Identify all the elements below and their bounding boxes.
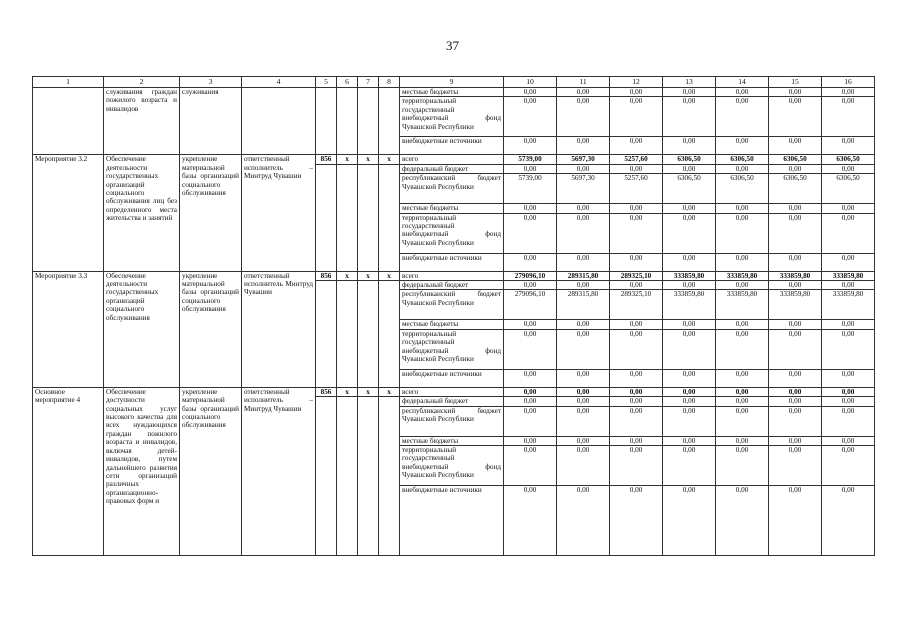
amount-cell: 0,00 (504, 397, 557, 406)
amount-cell: 289315,80 (557, 271, 610, 280)
amount-cell: 0,00 (663, 213, 716, 253)
code-cell (379, 164, 400, 271)
amount-cell: 0,00 (716, 88, 769, 97)
funding-source-cell: местные бюджеты (400, 320, 504, 329)
amount-cell: 0,00 (610, 329, 663, 369)
measure-name-cell: Мероприятие 3.2 (33, 155, 104, 271)
amount-cell: 0,00 (557, 88, 610, 97)
amount-cell: 0,00 (769, 486, 822, 556)
header-cell: 10 (504, 77, 557, 88)
executor-cell (242, 88, 316, 155)
amount-cell: 6306,50 (769, 174, 822, 204)
amount-cell: 0,00 (769, 369, 822, 387)
amount-cell: 6306,50 (769, 155, 822, 164)
amount-cell: 0,00 (769, 329, 822, 369)
amount-cell: 0,00 (663, 204, 716, 213)
amount-cell: 0,00 (716, 387, 769, 396)
code-cell (358, 88, 379, 155)
funding-source-cell: республиканский бюджет Чувашской Республики (400, 290, 504, 320)
amount-cell: 0,00 (663, 253, 716, 271)
amount-cell: 0,00 (716, 97, 769, 137)
funding-source-cell: территориальный государственный внебюджетный фонд Чувашской Республики (400, 213, 504, 253)
amount-cell: 333859,80 (716, 271, 769, 280)
amount-cell: 0,00 (822, 436, 875, 445)
amount-cell: 0,00 (716, 253, 769, 271)
code-cell: x (358, 155, 379, 164)
amount-cell: 0,00 (716, 486, 769, 556)
amount-cell: 0,00 (769, 253, 822, 271)
amount-cell: 0,00 (610, 213, 663, 253)
amount-cell: 0,00 (504, 204, 557, 213)
amount-cell: 0,00 (822, 97, 875, 137)
header-cell: 2 (104, 77, 180, 88)
task-cell: укрепление материальной базы организаций социального обслуживания (180, 271, 242, 387)
amount-cell: 0,00 (822, 281, 875, 290)
funding-source-cell: всего (400, 155, 504, 164)
amount-cell: 0,00 (610, 387, 663, 396)
code-cell (316, 281, 337, 388)
amount-cell: 0,00 (610, 397, 663, 406)
header-cell: 15 (769, 77, 822, 88)
funding-source-cell: республиканский бюджет Чувашской Республики (400, 174, 504, 204)
funding-source-cell: внебюджетные источники (400, 253, 504, 271)
table-body (33, 77, 875, 556)
code-cell (337, 88, 358, 155)
amount-cell: 0,00 (769, 387, 822, 396)
amount-cell: 0,00 (769, 204, 822, 213)
amount-cell: 5697,30 (557, 155, 610, 164)
code-cell: x (337, 155, 358, 164)
amount-cell: 289315,80 (557, 290, 610, 320)
amount-cell: 333859,80 (716, 290, 769, 320)
amount-cell: 0,00 (504, 137, 557, 155)
amount-cell: 0,00 (504, 213, 557, 253)
amount-cell: 279096,10 (504, 271, 557, 280)
funding-source-cell: всего (400, 271, 504, 280)
page-number: 37 (446, 38, 459, 53)
amount-cell: 0,00 (769, 436, 822, 445)
amount-cell: 0,00 (769, 164, 822, 173)
amount-cell: 0,00 (716, 369, 769, 387)
amount-cell: 6306,50 (716, 155, 769, 164)
goal-cell: Обеспечение доступности социальных услуг высокого качества для всех нуждающихся граждан пожилого возраста и инвалидов, включая детей-инвалидов, путем дальнейшего развития сети организаций различных организационно-правовых форм и (104, 387, 180, 555)
amount-cell: 0,00 (504, 253, 557, 271)
code-cell (379, 88, 400, 155)
amount-cell: 333859,80 (822, 290, 875, 320)
funding-source-cell: внебюджетные источники (400, 486, 504, 556)
amount-cell: 0,00 (557, 204, 610, 213)
amount-cell: 0,00 (769, 320, 822, 329)
amount-cell: 0,00 (769, 281, 822, 290)
amount-cell: 0,00 (557, 369, 610, 387)
amount-cell: 0,00 (769, 446, 822, 486)
amount-cell: 0,00 (663, 329, 716, 369)
amount-cell: 0,00 (822, 213, 875, 253)
funding-source-cell: всего (400, 387, 504, 396)
amount-cell: 0,00 (504, 88, 557, 97)
funding-source-cell: местные бюджеты (400, 436, 504, 445)
header-cell: 8 (379, 77, 400, 88)
amount-cell: 0,00 (663, 164, 716, 173)
funding-source-cell: федеральный бюджет (400, 397, 504, 406)
amount-cell: 0,00 (504, 329, 557, 369)
amount-cell: 333859,80 (769, 271, 822, 280)
funding-source-cell: территориальный государственный внебюджетный фонд Чувашской Республики (400, 97, 504, 137)
amount-cell: 333859,80 (663, 271, 716, 280)
code-cell: x (379, 271, 400, 280)
header-cell: 14 (716, 77, 769, 88)
funding-table (32, 76, 875, 556)
amount-cell: 0,00 (504, 486, 557, 556)
amount-cell: 0,00 (610, 281, 663, 290)
funding-source-cell: внебюджетные источники (400, 369, 504, 387)
header-cell: 11 (557, 77, 610, 88)
header-cell: 3 (180, 77, 242, 88)
amount-cell: 0,00 (610, 320, 663, 329)
task-cell: укрепление материальной базы организаций социального обслуживания (180, 387, 242, 555)
amount-cell: 0,00 (769, 88, 822, 97)
amount-cell: 333859,80 (822, 271, 875, 280)
amount-cell: 0,00 (769, 406, 822, 436)
amount-cell: 0,00 (557, 436, 610, 445)
amount-cell: 0,00 (504, 436, 557, 445)
amount-cell: 0,00 (822, 446, 875, 486)
amount-cell: 0,00 (504, 164, 557, 173)
amount-cell: 5697,30 (557, 174, 610, 204)
amount-cell: 0,00 (557, 329, 610, 369)
amount-cell: 6306,50 (663, 155, 716, 164)
executor-cell: ответственный исполнитель – Минтруд Чувашии (242, 387, 316, 555)
amount-cell: 0,00 (663, 88, 716, 97)
amount-cell: 0,00 (557, 446, 610, 486)
amount-cell: 0,00 (504, 320, 557, 329)
table-row (33, 155, 875, 164)
funding-source-cell: внебюджетные источники (400, 137, 504, 155)
amount-cell: 0,00 (663, 406, 716, 436)
amount-cell: 0,00 (663, 137, 716, 155)
amount-cell: 0,00 (822, 137, 875, 155)
amount-cell: 0,00 (610, 486, 663, 556)
amount-cell: 0,00 (822, 369, 875, 387)
task-cell: служивания (180, 88, 242, 155)
amount-cell: 6306,50 (663, 174, 716, 204)
amount-cell: 0,00 (504, 281, 557, 290)
code-cell (316, 164, 337, 271)
amount-cell: 0,00 (822, 387, 875, 396)
amount-cell: 0,00 (822, 164, 875, 173)
measure-name-cell (33, 88, 104, 155)
amount-cell: 289325,10 (610, 271, 663, 280)
amount-cell: 0,00 (610, 88, 663, 97)
header-row (33, 77, 875, 88)
amount-cell: 0,00 (822, 204, 875, 213)
header-cell: 1 (33, 77, 104, 88)
amount-cell: 0,00 (557, 213, 610, 253)
funding-source-cell: территориальный государственный внебюджетный фонд Чувашской Республики (400, 446, 504, 486)
amount-cell: 0,00 (557, 97, 610, 137)
amount-cell: 0,00 (716, 320, 769, 329)
amount-cell: 0,00 (610, 406, 663, 436)
amount-cell: 0,00 (557, 387, 610, 396)
amount-cell: 0,00 (557, 320, 610, 329)
code-cell (379, 397, 400, 556)
table-row (33, 271, 875, 280)
goal-cell: Обеспечение деятельности государственных организаций социального обслуживания (104, 271, 180, 387)
amount-cell: 6306,50 (822, 174, 875, 204)
funding-source-cell: федеральный бюджет (400, 164, 504, 173)
amount-cell: 0,00 (716, 137, 769, 155)
code-cell: x (337, 271, 358, 280)
amount-cell: 0,00 (663, 97, 716, 137)
goal-cell: Обеспечение деятельности государственных организаций социального обслуживания лиц без определенного места жительства и занятий (104, 155, 180, 271)
amount-cell: 0,00 (557, 486, 610, 556)
header-cell: 13 (663, 77, 716, 88)
code-cell: x (358, 387, 379, 396)
amount-cell: 0,00 (822, 406, 875, 436)
amount-cell: 5257,60 (610, 155, 663, 164)
amount-cell: 0,00 (504, 406, 557, 436)
amount-cell: 333859,80 (663, 290, 716, 320)
funding-source-cell: территориальный государственный внебюджетный фонд Чувашской Республики (400, 329, 504, 369)
code-cell (379, 281, 400, 388)
amount-cell: 0,00 (610, 97, 663, 137)
amount-cell: 0,00 (769, 213, 822, 253)
amount-cell: 0,00 (504, 387, 557, 396)
table-row (33, 88, 875, 97)
amount-cell: 0,00 (557, 137, 610, 155)
amount-cell: 0,00 (769, 397, 822, 406)
amount-cell: 0,00 (504, 446, 557, 486)
amount-cell: 0,00 (610, 436, 663, 445)
code-cell (337, 397, 358, 556)
amount-cell: 0,00 (822, 329, 875, 369)
code-cell (337, 164, 358, 271)
funding-source-cell: местные бюджеты (400, 204, 504, 213)
amount-cell: 0,00 (610, 164, 663, 173)
amount-cell: 5257,60 (610, 174, 663, 204)
funding-source-cell: республиканский бюджет Чувашской Республики (400, 406, 504, 436)
amount-cell: 0,00 (663, 369, 716, 387)
amount-cell: 0,00 (557, 253, 610, 271)
amount-cell: 0,00 (557, 281, 610, 290)
header-cell: 4 (242, 77, 316, 88)
amount-cell: 0,00 (716, 281, 769, 290)
funding-source-cell: местные бюджеты (400, 88, 504, 97)
amount-cell: 279096,10 (504, 290, 557, 320)
task-cell: укрепление материальной базы организаций социального обслуживания (180, 155, 242, 271)
header-cell: 6 (337, 77, 358, 88)
amount-cell: 0,00 (716, 406, 769, 436)
amount-cell: 0,00 (822, 320, 875, 329)
code-cell (316, 397, 337, 556)
header-cell: 5 (316, 77, 337, 88)
header-cell: 7 (358, 77, 379, 88)
amount-cell: 0,00 (557, 406, 610, 436)
header-cell: 16 (822, 77, 875, 88)
amount-cell: 0,00 (610, 446, 663, 486)
amount-cell: 0,00 (663, 397, 716, 406)
measure-name-cell: Основное мероприятие 4 (33, 387, 104, 555)
measure-name-cell: Мероприятие 3.3 (33, 271, 104, 387)
amount-cell: 0,00 (769, 137, 822, 155)
code-cell: x (379, 155, 400, 164)
code-cell: 856 (316, 155, 337, 164)
amount-cell: 5739,00 (504, 155, 557, 164)
code-cell (358, 397, 379, 556)
amount-cell: 0,00 (663, 486, 716, 556)
amount-cell: 0,00 (663, 446, 716, 486)
executor-cell: ответственный исполнитель – Минтруд Чувашии (242, 155, 316, 271)
amount-cell: 0,00 (822, 486, 875, 556)
amount-cell: 0,00 (610, 253, 663, 271)
code-cell: x (337, 387, 358, 396)
code-cell: 856 (316, 271, 337, 280)
header-cell: 12 (610, 77, 663, 88)
code-cell (316, 88, 337, 155)
amount-cell: 0,00 (822, 88, 875, 97)
amount-cell: 6306,50 (716, 174, 769, 204)
header-cell: 9 (400, 77, 504, 88)
amount-cell: 0,00 (663, 387, 716, 396)
amount-cell: 0,00 (716, 446, 769, 486)
amount-cell: 0,00 (504, 369, 557, 387)
amount-cell: 5739,00 (504, 174, 557, 204)
amount-cell: 6306,50 (822, 155, 875, 164)
code-cell: 856 (316, 387, 337, 396)
amount-cell: 333859,80 (769, 290, 822, 320)
amount-cell: 0,00 (557, 397, 610, 406)
amount-cell: 0,00 (716, 204, 769, 213)
code-cell (358, 281, 379, 388)
amount-cell: 0,00 (716, 164, 769, 173)
amount-cell: 0,00 (557, 164, 610, 173)
amount-cell: 0,00 (610, 204, 663, 213)
executor-cell: ответственный исполнитель Минтруд Чувашии (242, 271, 316, 387)
code-cell (358, 164, 379, 271)
amount-cell: 0,00 (663, 320, 716, 329)
amount-cell: 0,00 (716, 213, 769, 253)
amount-cell: 0,00 (769, 97, 822, 137)
code-cell: x (379, 387, 400, 396)
amount-cell: 289325,10 (610, 290, 663, 320)
amount-cell: 0,00 (716, 436, 769, 445)
amount-cell: 0,00 (504, 97, 557, 137)
code-cell (337, 281, 358, 388)
table-row (33, 387, 875, 396)
amount-cell: 0,00 (663, 281, 716, 290)
amount-cell: 0,00 (610, 369, 663, 387)
funding-source-cell: федеральный бюджет (400, 281, 504, 290)
amount-cell: 0,00 (822, 253, 875, 271)
goal-cell: служивания граждан пожилого возраста и инвалидов (104, 88, 180, 155)
amount-cell: 0,00 (663, 436, 716, 445)
amount-cell: 0,00 (610, 137, 663, 155)
code-cell: x (358, 271, 379, 280)
amount-cell: 0,00 (716, 329, 769, 369)
amount-cell: 0,00 (822, 397, 875, 406)
amount-cell: 0,00 (716, 397, 769, 406)
